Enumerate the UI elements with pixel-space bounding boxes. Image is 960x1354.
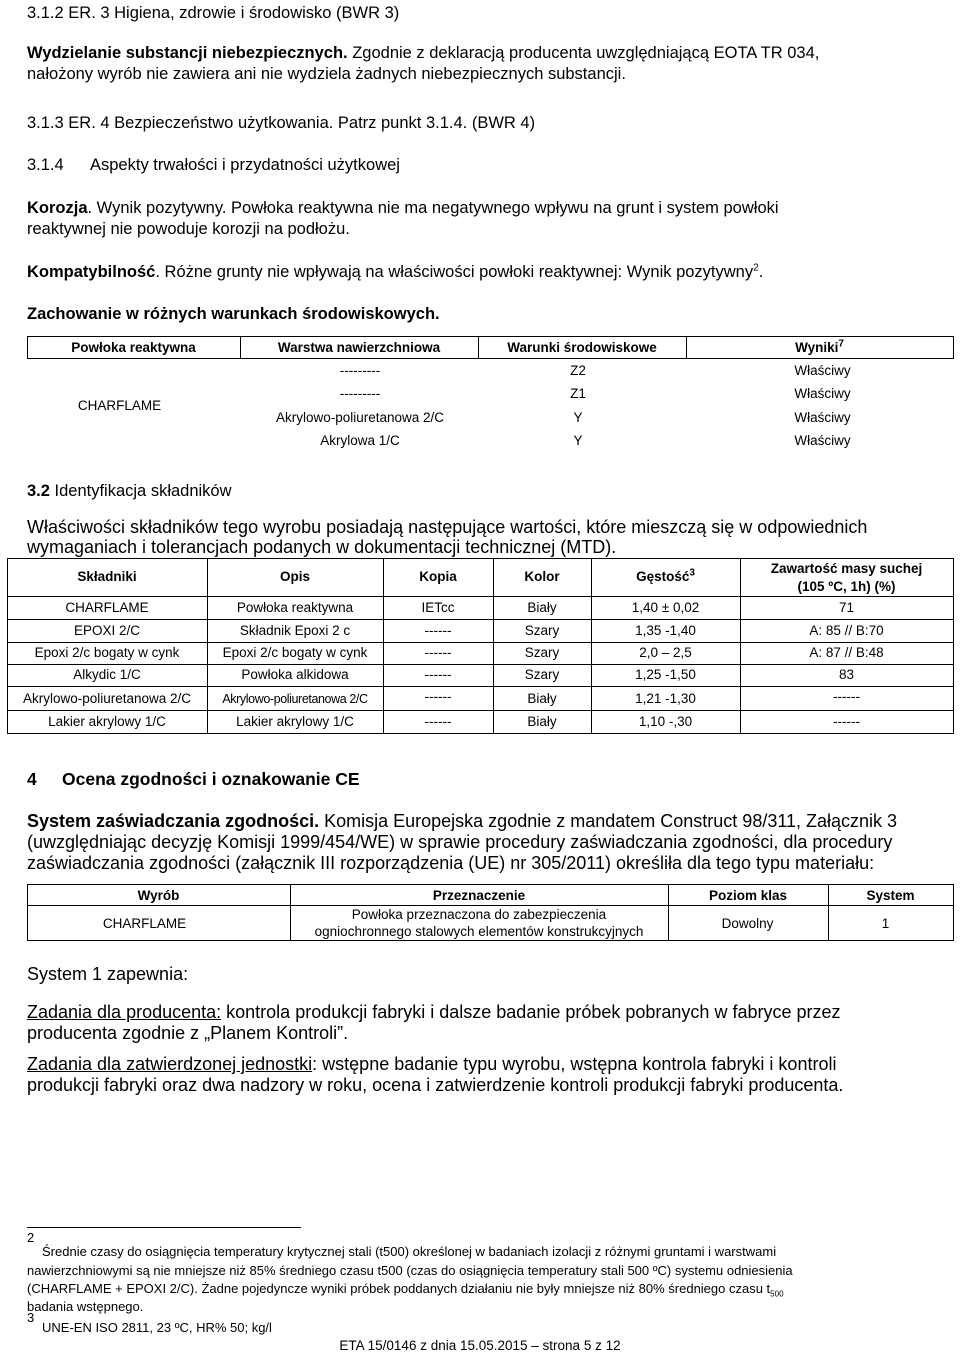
ce-header-level: Poziom klas	[708, 888, 788, 903]
footnote-3-text: UNE-EN ISO 2811, 23 ºC, HR% 50; kg/l	[42, 1320, 272, 1335]
section-title-4: Ocena zgodności i oznakowanie CE	[62, 769, 360, 789]
env-row-4-topcoat: Akrylowa 1/C	[320, 433, 400, 448]
comp-row-3-dry-mass: A: 87 // B:48	[809, 645, 884, 660]
corrosion-line-1	[27, 198, 779, 218]
comp-row-2-dry-mass: A: 85 // B:70	[809, 623, 884, 638]
system1-intro: System 1 zapewnia:	[27, 964, 189, 984]
env-header-coating: Powłoka reaktywna	[71, 340, 196, 355]
compatibility-end: .	[758, 263, 764, 281]
section-heading-3-1-2: 3.1.2 ER. 3 Higiena, zdrowie i środowisko (BWR 3)	[27, 4, 400, 22]
hazardous-text-b: nałożony wyrób nie zawiera ani nie wydziela żadnych niebezpiecznych substancji.	[27, 65, 626, 83]
system-text-1: Komisja Europejska zgodnie z mandatem Construct 98/311, Załącznik 3	[319, 811, 898, 831]
env-row-1-conditions: Z2	[570, 363, 586, 378]
system-line-2: (uwzględniając decyzję Komisji 1999/454/WE) w sprawie procedury zaświadczania zgodności, dla procedury	[27, 832, 893, 852]
footnote-separator	[27, 1227, 301, 1228]
hazardous-lead: Wydzielanie substancji niebezpiecznych.	[27, 44, 348, 62]
comp-row-2-density: 1,35 -1,40	[635, 623, 696, 638]
comp-row-3-density: 2,0 – 2,5	[639, 645, 692, 660]
env-row-3-topcoat: Akrylowo-poliuretanowa 2/C	[275, 410, 445, 425]
hazardous-text-a: Zgodnie z deklaracją producenta uwzględniającą EOTA TR 034,	[347, 44, 820, 62]
body-tasks-line-1	[27, 1054, 836, 1075]
producer-tasks-text-1: kontrola produkcji fabryki i dalsze badanie próbek pobranych w fabryce przez	[221, 1002, 841, 1022]
ce-product: CHARFLAME	[102, 916, 187, 931]
comp-header-density-label: Gęstość	[636, 569, 690, 584]
comp-row-3-description: Epoxi 2/c bogaty w cynk	[222, 645, 368, 660]
environment-heading: Zachowanie w różnych warunkach środowiskowych.	[27, 305, 440, 323]
ce-system: 1	[881, 916, 890, 931]
comp-row-4-component: Alkydic 1/C	[73, 667, 141, 682]
comp-row-6-dry-mass: ------	[833, 714, 860, 729]
ce-level: Dowolny	[721, 916, 774, 931]
comp-row-4-color: Szary	[524, 667, 560, 682]
comp-header-density	[591, 569, 740, 585]
footnote-ref-7: 7	[838, 338, 844, 350]
comp-header-description: Opis	[279, 569, 310, 584]
comp-row-2-color: Szary	[524, 623, 560, 638]
comp-header-components: Składniki	[77, 569, 137, 584]
comp-row-5-copy: ------	[424, 689, 452, 704]
comp-row-1-color: Biały	[527, 600, 557, 615]
env-row-2-topcoat: ---------	[339, 386, 381, 401]
footnote-2-subscript: 500	[770, 1289, 784, 1299]
comp-row-6-component: Lakier akrylowy 1/C	[48, 714, 166, 729]
comp-row-3-copy: ------	[424, 645, 452, 660]
ce-header-system: System	[866, 888, 915, 903]
system-line-3: zaświadczania zgodności (załącznik III rozporządzenia (UE) nr 305/2011) określiła dla tego typu materiału:	[27, 853, 875, 873]
corrosion-text-1: . Wynik pozytywny. Powłoka reaktywna nie ma negatywnego wpływu na grunt i system powłoki	[87, 199, 779, 217]
env-product: CHARFLAME	[77, 398, 162, 413]
section-number-3-2: 3.2	[27, 482, 50, 500]
ce-purpose-1: Powłoka przeznaczona do zabezpieczenia	[351, 907, 607, 922]
ce-header-purpose: Przeznaczenie	[432, 888, 526, 903]
comp-header-dry-mass: Zawartość masy suchej	[770, 561, 923, 576]
comp-row-5-color: Biały	[527, 691, 557, 706]
page-footer: ETA 15/0146 z dnia 15.05.2015 – strona 5 z 12	[339, 1338, 621, 1353]
env-row-4-result: Właściwy	[794, 433, 851, 448]
comp-row-2-copy: ------	[424, 623, 452, 638]
section-number-4: 4	[27, 769, 37, 789]
ce-header-product: Wyrób	[137, 888, 180, 903]
ce-purpose-2: ogniochronnego stalowych elementów konstrukcyjnych	[314, 924, 644, 939]
components-intro-2: wymaganiach i tolerancjach podanych w dokumentacji technicznej (MTD).	[27, 537, 617, 557]
corrosion-label: Korozja	[27, 199, 88, 217]
section-number-3-1-4: 3.1.4	[27, 156, 64, 174]
section-title-3-1-4: Aspekty trwałości i przydatności użytkowej	[90, 156, 400, 174]
section-heading-3-1-3: 3.1.3 ER. 4 Bezpieczeństwo użytkowania. Patrz punkt 3.1.4. (BWR 4)	[27, 114, 536, 132]
comp-row-1-density: 1,40 ± 0,02	[631, 600, 700, 615]
comp-row-1-copy: IETcc	[421, 600, 455, 615]
comp-row-2-description: Składnik Epoxi 2 c	[239, 623, 351, 638]
comp-row-3-color: Szary	[524, 645, 560, 660]
producer-tasks-line-1	[27, 1002, 841, 1023]
comp-row-5-dry-mass: ------	[833, 689, 860, 704]
env-row-1-topcoat: ---------	[339, 363, 381, 378]
corrosion-line-2: reaktywnej nie powoduje korozji na podłożu.	[27, 220, 350, 238]
compatibility-label: Kompatybilność	[27, 263, 156, 281]
comp-row-6-description: Lakier akrylowy 1/C	[236, 714, 354, 729]
comp-header-dry-mass-cond: (105 ºC, 1h) (%)	[797, 579, 896, 594]
comp-row-5-description: Akrylowo-poliuretanowa 2/C	[222, 692, 368, 706]
env-row-3-conditions: Y	[573, 410, 583, 425]
components-intro-1: Właściwości składników tego wyrobu posiadają następujące wartości, które mieszczą się w odpowiednich	[27, 517, 868, 537]
comp-row-1-component: CHARFLAME	[65, 600, 149, 615]
footnote-3-mark: 3	[27, 1310, 35, 1325]
footnote-2-line-4: badania wstępnego.	[27, 1299, 144, 1314]
footnote-ref-2: 2	[753, 262, 759, 274]
section-title-3-2: Identyfikacja składników	[49, 482, 232, 500]
comp-row-6-copy: ------	[424, 714, 452, 729]
system-line-1	[27, 811, 897, 832]
system-label: System zaświadczania zgodności.	[27, 811, 320, 831]
comp-header-color: Kolor	[524, 569, 560, 584]
comp-row-4-dry-mass: 83	[838, 667, 855, 682]
compatibility-line	[27, 262, 763, 282]
env-header-conditions: Warunki środowiskowe	[507, 340, 657, 355]
section-heading-3-2	[27, 481, 232, 501]
footnote-2-line-2: nawierzchniowymi są nie mniejsze niż 85% średniego czasu t500 (czas do osiągnięcia temperatury stali 500 ºC) systemu odniesienia	[27, 1263, 793, 1278]
comp-header-copy: Kopia	[419, 569, 457, 584]
footnote-2-line-1: Średnie czasy do osiągnięcia temperatury krytycznej stali (t500) określonej w badaniach izolacji z różnymi gruntami i warstwami	[42, 1244, 777, 1259]
env-header-topcoat: Warstwa nawierzchniowa	[277, 340, 441, 355]
comp-row-2-component: EPOXI 2/C	[73, 623, 141, 638]
footnote-2-mark: 2	[27, 1230, 35, 1245]
comp-row-1-dry-mass: 71	[838, 600, 855, 615]
env-row-4-conditions: Y	[573, 433, 583, 448]
comp-row-6-density: 1,10 -,30	[638, 714, 693, 729]
env-header-results-label: Wyniki	[795, 340, 839, 355]
compatibility-text: . Różne grunty nie wpływają na właściwości powłoki reaktywnej: Wynik pozytywny	[155, 263, 754, 281]
comp-row-1-description: Powłoka reaktywna	[236, 600, 354, 615]
comp-row-5-density: 1,21 -1,30	[635, 691, 696, 706]
hazardous-paragraph	[27, 43, 819, 63]
env-row-2-result: Właściwy	[794, 386, 851, 401]
body-tasks-text-1: : wstępne badanie typu wyrobu, wstępna kontrola fabryki i kontroli	[312, 1054, 837, 1074]
env-row-2-conditions: Z1	[570, 386, 586, 401]
comp-row-4-description: Powłoka alkidowa	[241, 667, 349, 682]
footnote-ref-3: 3	[689, 567, 695, 579]
comp-row-6-color: Biały	[527, 714, 557, 729]
body-tasks-label: Zadania dla zatwierdzonej jednostki	[27, 1054, 313, 1074]
env-row-3-result: Właściwy	[794, 410, 851, 425]
comp-row-4-copy: ------	[424, 667, 452, 682]
comp-row-5-component: Akrylowo-poliuretanowa 2/C	[22, 691, 192, 706]
footnote-2-line-3-text: (CHARFLAME + EPOXI 2/C). Żadne pojedyncze wyniki próbek poddanych działaniu nie były mniejsze niż 80% średniego czasu t	[27, 1281, 771, 1296]
comp-row-4-density: 1,25 -1,50	[635, 667, 696, 682]
body-tasks-line-2: produkcji fabryki oraz dwa nadzory w roku, ocena i zatwierdzenie kontroli produkcji fabryki producenta.	[27, 1075, 844, 1095]
comp-row-3-component: Epoxi 2/c bogaty w cynk	[34, 645, 180, 660]
env-row-1-result: Właściwy	[794, 363, 851, 378]
env-header-results	[686, 340, 953, 356]
producer-tasks-label: Zadania dla producenta:	[27, 1002, 222, 1022]
producer-tasks-line-2: producenta zgodnie z „Planem Kontroli”.	[27, 1023, 349, 1043]
